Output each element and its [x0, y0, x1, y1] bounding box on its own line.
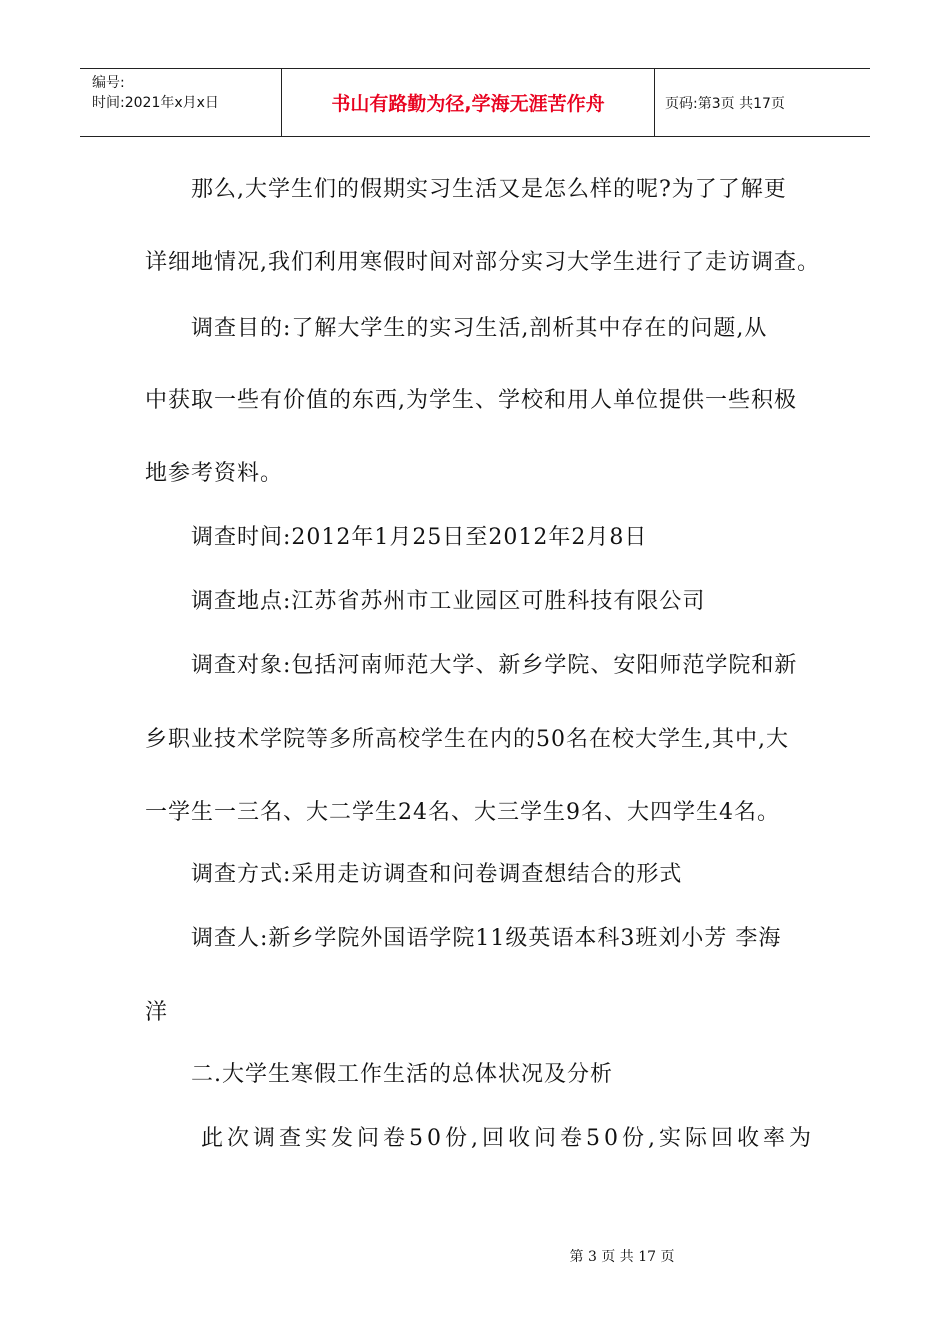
body-line: 详细地情况,我们利用寒假时间对部分实习大学生进行了走访调查。	[145, 250, 820, 275]
body-line: 调查对象:包括河南师范大学、新乡学院、安阳师范学院和新	[191, 653, 798, 678]
body-line: 中获取一些有价值的东西,为学生、学校和用人单位提供一些积极	[145, 388, 797, 413]
body-line: 那么,大学生们的假期实习生活又是怎么样的呢?为了了解更	[191, 177, 787, 202]
page-info-text: 页码:第3页 共17页	[665, 95, 785, 112]
header-page-info	[655, 69, 870, 136]
page-header	[80, 68, 870, 137]
body-line: 调查地点:江苏省苏州市工业园区可胜科技有限公司	[191, 589, 706, 614]
header-meta	[80, 69, 281, 136]
header-motto	[281, 69, 655, 136]
body-line: 地参考资料。	[145, 461, 284, 486]
document-number-label: 编号:	[92, 75, 125, 91]
body-line: 调查目的:了解大学生的实习生活,剖析其中存在的问题,从	[191, 316, 768, 341]
body-line: 调查人:新乡学院外国语学院11级英语本科3班刘小芳 李海	[191, 926, 782, 951]
body-line: 调查方式:采用走访调查和问卷调查想结合的形式	[191, 862, 683, 887]
section-heading: 二.大学生寒假工作生活的总体状况及分析	[191, 1062, 613, 1087]
page-footer	[147, 1246, 950, 1266]
footer-page-number: 第 3 页 共 17 页	[569, 1249, 675, 1265]
document-time-label: 时间:2021年x月x日	[92, 95, 219, 111]
body-line: 洋	[145, 1000, 169, 1025]
body-line: 一学生一三名、大二学生24名、大三学生9名、大四学生4名。	[145, 800, 780, 825]
body-line: 此次调查实发问卷50份,回收问卷50份,实际回收率为	[201, 1126, 815, 1151]
motto-text: 书山有路勤为径,学海无涯苦作舟	[331, 93, 605, 115]
body-line: 调查时间:2012年1月25日至2012年2月8日	[191, 525, 648, 550]
body-line: 乡职业技术学院等多所高校学生在内的50名在校大学生,其中,大	[145, 727, 789, 752]
